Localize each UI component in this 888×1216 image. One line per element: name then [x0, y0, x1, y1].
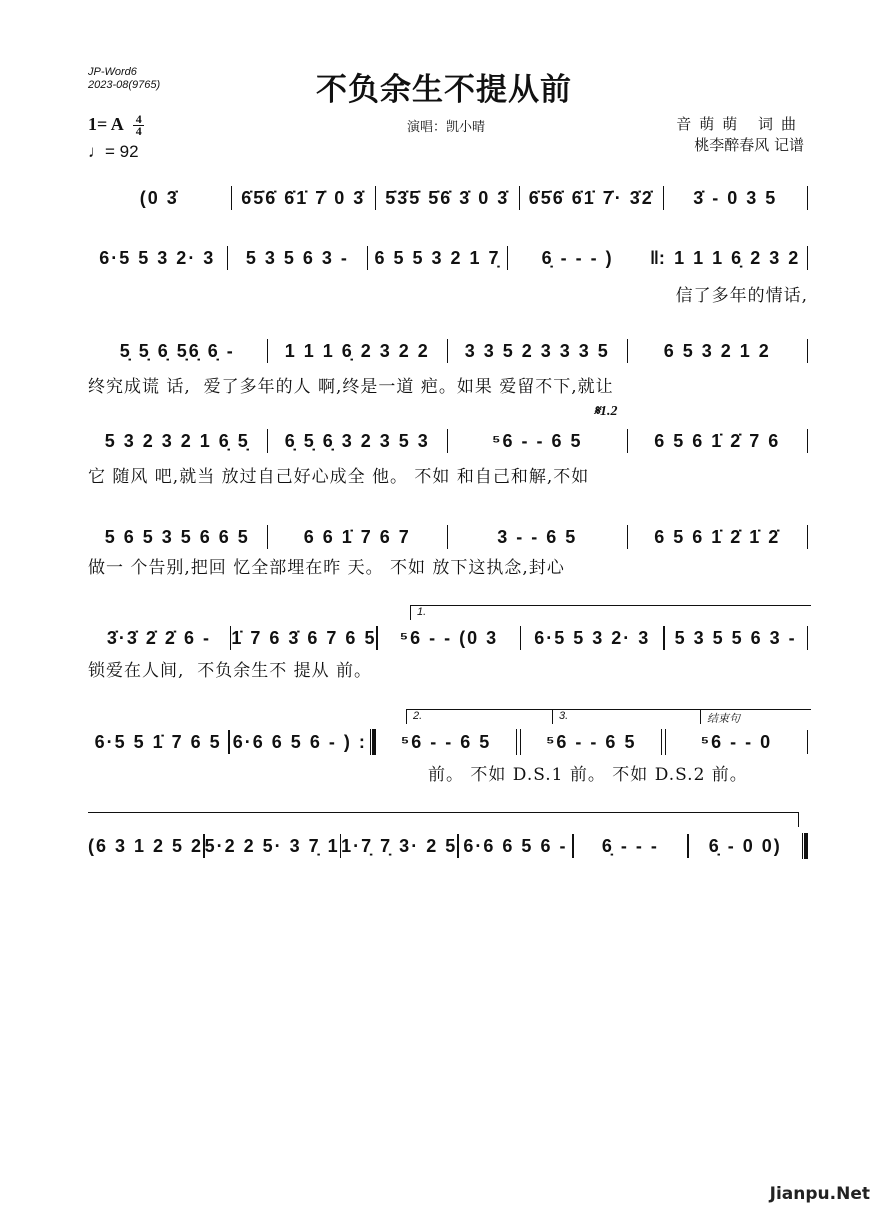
measure: 6̣ - - - ): [541, 247, 614, 268]
measure: 1̇ 7 6 3̇ 6 7 6 5: [231, 627, 377, 648]
lyrics: 锁爱在人间, 不负余生不 提从 前。: [88, 661, 373, 681]
score-line: [88, 184, 808, 212]
measure: ⁵6 - - 6 5: [545, 731, 637, 752]
measure: ⁵6 - - 0: [700, 731, 773, 752]
lyrics: 信了多年的情话,: [675, 286, 808, 306]
lyrics: 终究成谎 话, 爱了多年的人 啊,终是一道 疤。如果 爱留不下,就让: [88, 377, 614, 397]
barline: [807, 730, 809, 754]
key-signature: [88, 114, 144, 137]
score-line: [88, 244, 808, 272]
singer: 演唱：凯小晴: [406, 119, 485, 134]
software-name: JP-Word6: [88, 66, 137, 78]
measure: ⁵6 - - (0 3: [399, 627, 499, 648]
measure: 3 3 5 2 3 3 3 5: [464, 340, 610, 361]
coda-bracket: [88, 812, 799, 827]
measure: 6 5 3 2 1 2: [663, 340, 771, 361]
score-line: [88, 523, 808, 551]
barline: [807, 626, 809, 650]
watermark: Jianpu.Net: [769, 1184, 870, 1204]
lyrics: 它 随风 吧,就当 放过自己好心成全 他。 不如 和自己和解,不如: [88, 467, 590, 487]
measure: 1 1 1 6̣ 2 3 2: [674, 247, 801, 268]
transcriber: 桃李醉春风 记谱: [694, 136, 804, 154]
measure: 5̇3̇5̇ 5̇6̇ 3̇ 0 3̇: [385, 187, 510, 208]
measure: 5 3 5 6 3 -: [245, 247, 349, 268]
credits: [676, 114, 804, 156]
measure: ⁵6 - - 6 5: [400, 731, 492, 752]
score-line: [88, 624, 808, 652]
measure: 6 6 1̇ 7 6 7: [303, 526, 411, 547]
lyricist-composer: 音萌萌 词曲: [676, 115, 804, 133]
repeat-start: ‖:: [649, 247, 665, 268]
time-bottom: 4: [135, 124, 142, 139]
score-line: [88, 337, 808, 365]
final-barline: [802, 833, 808, 859]
barline: [807, 525, 809, 549]
measure: (0 3̇: [139, 187, 179, 208]
measure: 5 6 5 3 5 6 6 5: [104, 526, 250, 547]
measure: 1 1 1 6̣ 2 3 2 2: [284, 340, 430, 361]
measure: 6 5 6 1̇ 2̇ 7 6: [654, 430, 781, 451]
barline: [807, 186, 809, 210]
measure: 6̇5̇6̇ 6̇1̇̇ 7̇ 0 3̇: [241, 187, 366, 208]
measure: 6̣ 5̣ 6̣ 3 2 3 5 3: [284, 430, 430, 451]
tempo: [88, 142, 139, 162]
lyrics: 前。 不如 D.S.1 前。 不如 D.S.2 前。: [428, 765, 748, 785]
segno-sign: 𝄋1.2: [594, 404, 618, 419]
measure: 6 5 5 3 2 1 7̣: [374, 247, 501, 268]
measure: 6·6 6 5 6 -: [463, 835, 568, 856]
measure: 1·7̣ 7̣ 3· 2 5: [341, 835, 458, 856]
measure: 5 3 5 5 6 3 -: [674, 627, 797, 648]
score-line: [88, 832, 808, 860]
measure: 3̇·3̇ 2̇ 2̇ 6 -: [106, 627, 211, 648]
measure: 5̣ 5̣ 6̣ 5̣6̣ 6̣ -: [119, 340, 235, 361]
measure: 5 3 2 3 2 1 6̣ 5̣: [104, 430, 250, 451]
song-title: 不负余生不提从前: [316, 72, 572, 108]
barline: [807, 246, 809, 270]
tempo-value: = 92: [105, 142, 139, 161]
measure: (6 3 1 2 5 2: [88, 835, 204, 856]
measure: 3̇ - 0 3 5: [693, 187, 778, 208]
measure: 5·2 2 5· 3 7̣ 1: [204, 835, 340, 856]
measure: ⁵6 - - 6 5: [492, 430, 583, 451]
barline: [807, 339, 809, 363]
lyrics: 做一 个告别,把回 忆全部埋在昨 天。 不如 放下这执念,封心: [88, 558, 565, 578]
volta-bracket: 1.: [410, 605, 811, 620]
measure: 6̣ - - -: [601, 835, 659, 856]
measure: 6̣ - 0 0): [708, 835, 782, 856]
time-signature: [133, 114, 144, 137]
score-line: [88, 427, 808, 455]
measure: 3 - - 6 5: [497, 526, 578, 547]
barline: [807, 429, 809, 453]
measure: 6̇5̇6̇ 6̇1̇̇ 7̇· 3̇2̇: [528, 187, 654, 208]
key: 1= A: [88, 114, 123, 134]
measure: 6·5 5 1̇ 7 6 5: [94, 731, 222, 752]
software-version: 2023-08(9765): [88, 79, 161, 91]
score-line: [88, 728, 808, 756]
quarter-note-icon: ♩: [88, 142, 105, 161]
measure: 6·6 6 5 6 - ) :: [232, 731, 367, 752]
volta-bracket: 结束句: [700, 709, 811, 724]
measure: 6·5 5 3 2· 3: [534, 627, 651, 648]
time-top: 4: [135, 112, 142, 127]
volta-bracket: 3.: [552, 709, 701, 724]
volta-bracket: 2.: [406, 709, 555, 724]
measure: 6·5 5 3 2· 3: [99, 247, 216, 268]
measure: 6 5 6 1̇ 2̇ 1̇ 2̇: [654, 526, 781, 547]
